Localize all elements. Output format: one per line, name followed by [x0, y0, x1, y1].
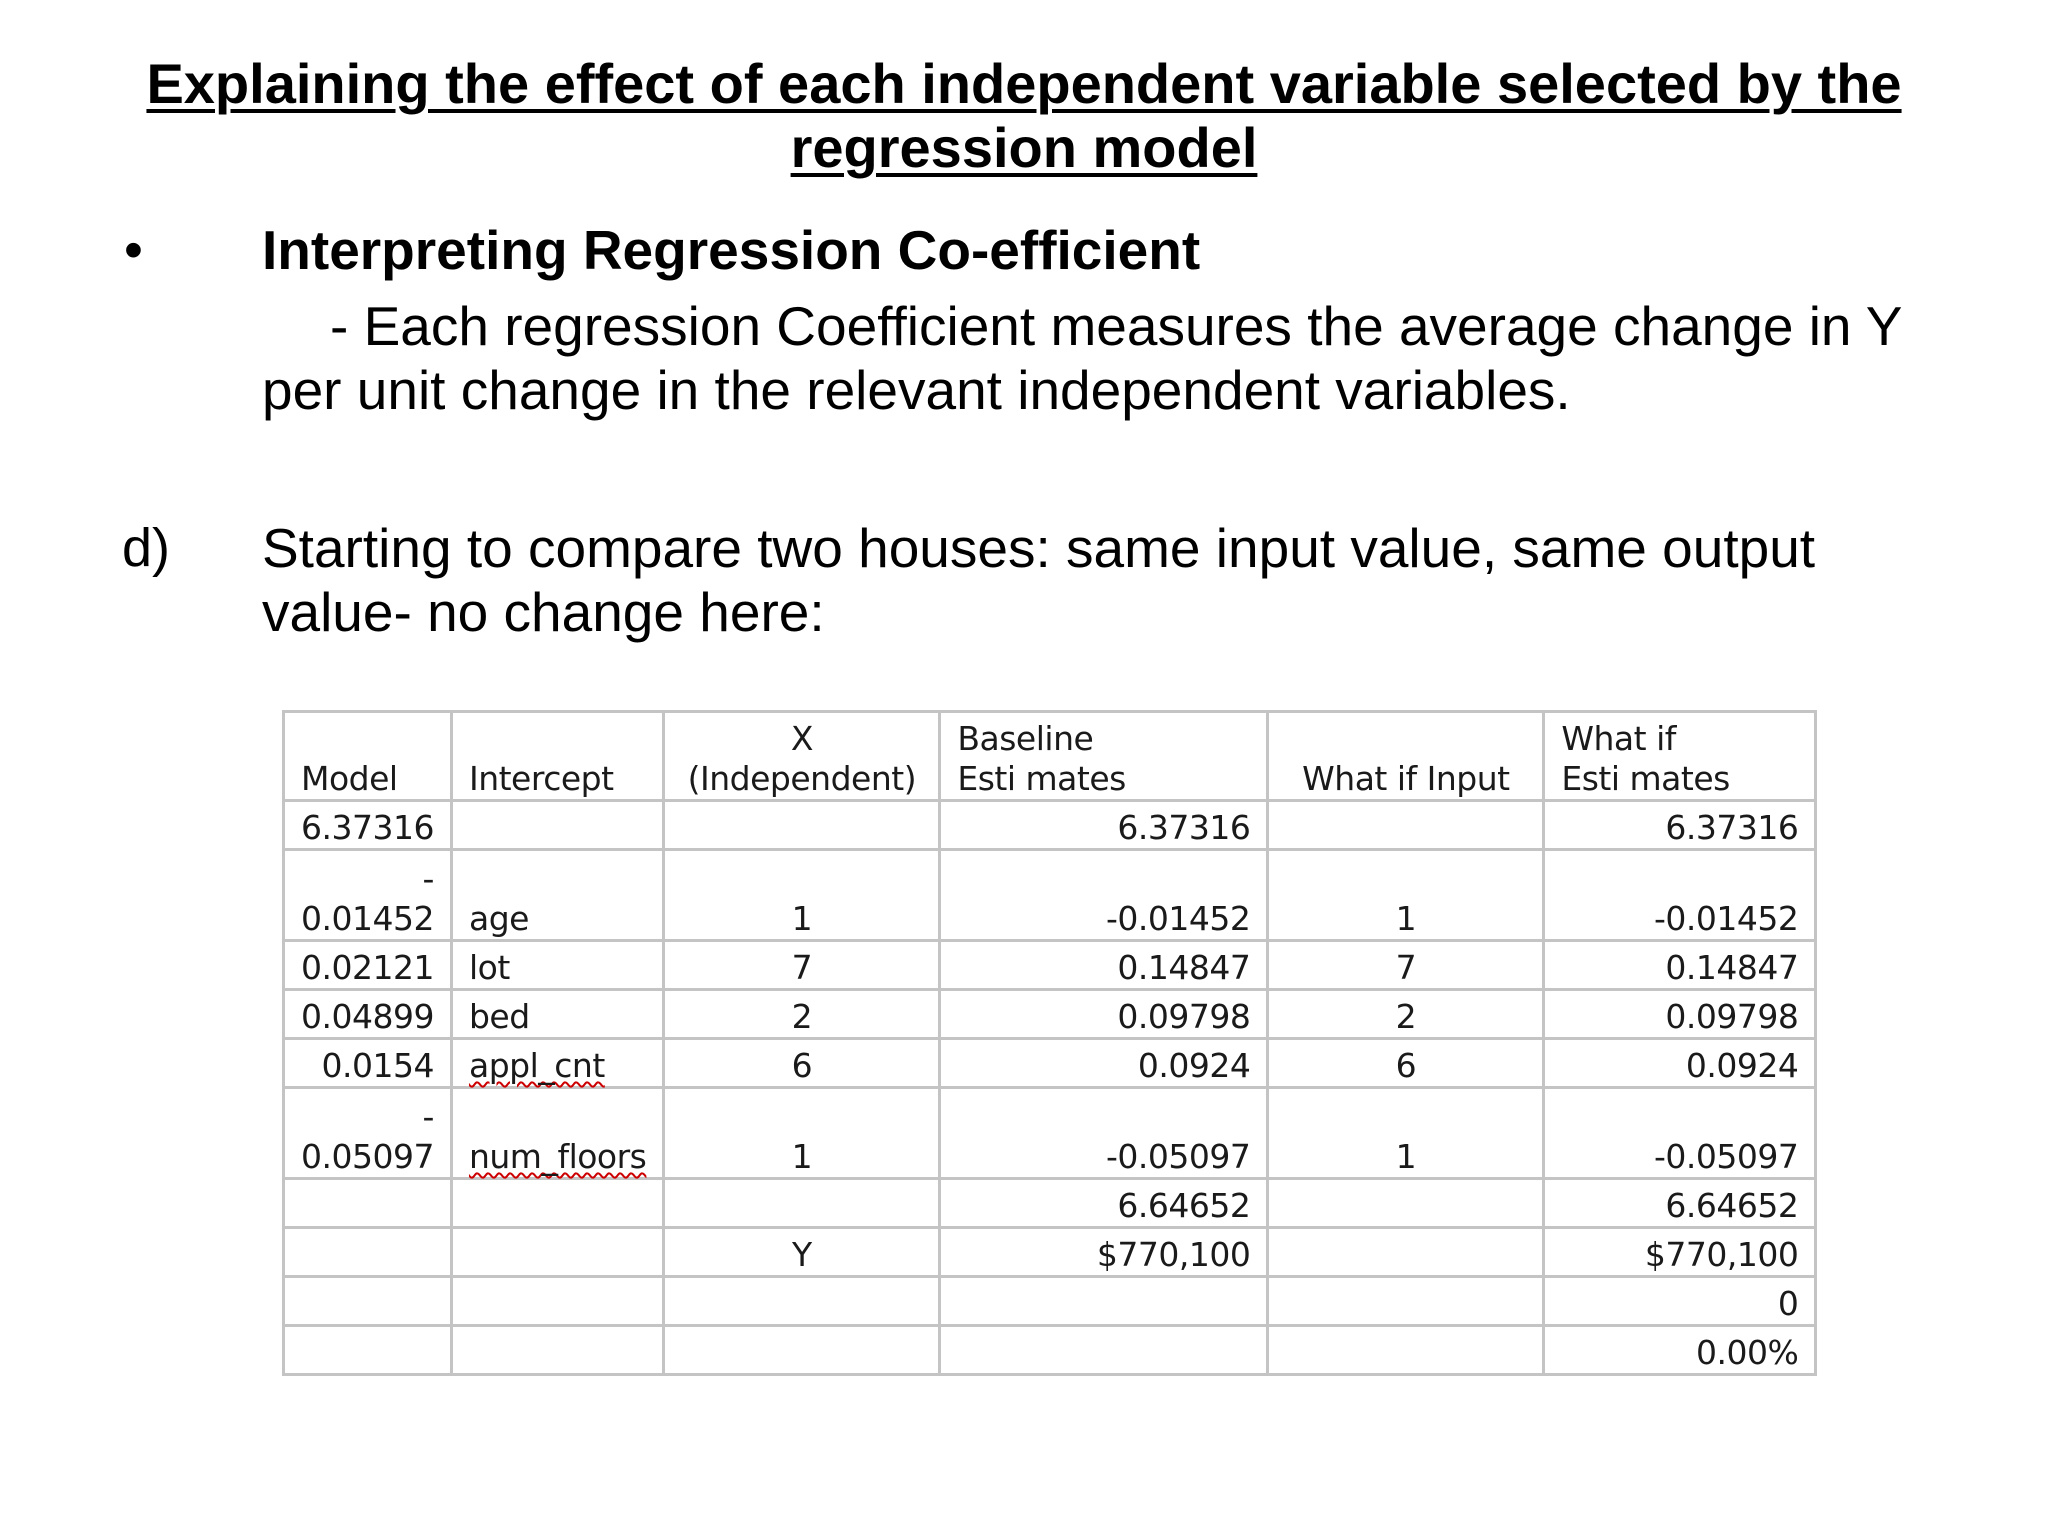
cell-baseline: 0.14847 — [940, 941, 1268, 990]
header-baseline-line2: Esti mates — [957, 759, 1126, 798]
header-whatif-estimates — [1544, 712, 1816, 801]
cell-input: 2 — [1268, 990, 1544, 1039]
cell-model: 0.04899 — [284, 990, 452, 1039]
cell-model — [284, 850, 452, 941]
cell-model-sign: - — [422, 1097, 434, 1136]
compare-text: Starting to compare two houses: same input value, same output value- no change here: — [262, 517, 1816, 643]
table-row — [284, 850, 1816, 941]
header-x-line1: X — [790, 719, 813, 758]
cell-input — [1268, 1179, 1544, 1228]
cell-input — [1268, 1277, 1544, 1326]
cell-baseline: 6.64652 — [940, 1179, 1268, 1228]
cell-x — [664, 1326, 940, 1375]
cell-model: 0.02121 — [284, 941, 452, 990]
cell-model-sign: - — [422, 859, 434, 898]
cell-baseline: 6.37316 — [940, 801, 1268, 850]
header-whatif-line2: Esti mates — [1561, 759, 1730, 798]
header-whatif-line1: What if — [1561, 719, 1676, 758]
cell-model: 6.37316 — [284, 801, 452, 850]
cell-input — [1268, 1228, 1544, 1277]
cell-input: 1 — [1268, 850, 1544, 941]
cell-baseline: 0.0924 — [940, 1039, 1268, 1088]
table-row — [284, 1326, 1816, 1375]
cell-model — [284, 1179, 452, 1228]
table-row — [284, 801, 1816, 850]
header-model: Model — [284, 712, 452, 801]
cell-intercept: bed — [451, 990, 663, 1039]
cell-x: 2 — [664, 990, 940, 1039]
section-heading: Interpreting Regression Co-efficient — [262, 219, 1201, 281]
cell-whatif: 0 — [1544, 1277, 1816, 1326]
cell-input: 6 — [1268, 1039, 1544, 1088]
table-header-row — [284, 712, 1816, 801]
cell-input — [1268, 1326, 1544, 1375]
cell-whatif: -0.05097 — [1544, 1088, 1816, 1179]
header-baseline — [940, 712, 1268, 801]
cell-x — [664, 1277, 940, 1326]
header-intercept: Intercept — [451, 712, 663, 801]
cell-intercept — [451, 1179, 663, 1228]
cell-model — [284, 1326, 452, 1375]
cell-baseline — [940, 1277, 1268, 1326]
cell-intercept — [451, 1039, 663, 1088]
cell-input: 7 — [1268, 941, 1544, 990]
cell-model-value: 0.01452 — [301, 899, 434, 938]
cell-whatif: 0.00% — [1544, 1326, 1816, 1375]
slide-title-line1: Explaining the effect of each independent variable selected by the — [146, 52, 1902, 115]
table-row — [284, 1179, 1816, 1228]
cell-x — [664, 801, 940, 850]
cell-whatif: 0.09798 — [1544, 990, 1816, 1039]
header-x — [664, 712, 940, 801]
cell-baseline: 0.09798 — [940, 990, 1268, 1039]
cell-intercept — [451, 1277, 663, 1326]
cell-model — [284, 1088, 452, 1179]
cell-model — [284, 1228, 452, 1277]
section-interpreting — [262, 218, 1962, 422]
table-row — [284, 990, 1816, 1039]
regression-table — [282, 710, 1817, 1376]
slide-title — [100, 52, 1948, 180]
cell-model — [284, 1277, 452, 1326]
slide-title-line2: regression model — [790, 116, 1258, 179]
cell-whatif: 6.37316 — [1544, 801, 1816, 850]
cell-intercept — [451, 1228, 663, 1277]
cell-x — [664, 1179, 940, 1228]
cell-intercept — [451, 1326, 663, 1375]
cell-x: 6 — [664, 1039, 940, 1088]
cell-x: Y — [664, 1228, 940, 1277]
cell-whatif: 6.64652 — [1544, 1179, 1816, 1228]
cell-intercept — [451, 1088, 663, 1179]
cell-intercept: age — [451, 850, 663, 941]
section-compare — [262, 516, 1962, 644]
table-row — [284, 1277, 1816, 1326]
table-row — [284, 1228, 1816, 1277]
table-row — [284, 1039, 1816, 1088]
cell-whatif: 0.14847 — [1544, 941, 1816, 990]
bullet-marker: • — [124, 220, 143, 280]
cell-baseline — [940, 1326, 1268, 1375]
cell-intercept-text: appl_cnt — [468, 1046, 605, 1085]
cell-whatif: $770,100 — [1544, 1228, 1816, 1277]
cell-model-value: 0.05097 — [301, 1137, 434, 1176]
cell-x: 1 — [664, 850, 940, 941]
header-baseline-line1: Baseline — [957, 719, 1094, 758]
cell-input: 1 — [1268, 1088, 1544, 1179]
section-body: - Each regression Coefficient measures the average change in Y per unit change in the relevant independent variables. — [262, 295, 1902, 421]
cell-baseline: -0.05097 — [940, 1088, 1268, 1179]
header-whatif-input: What if Input — [1268, 712, 1544, 801]
cell-baseline: $770,100 — [940, 1228, 1268, 1277]
list-marker-d: d) — [122, 518, 171, 578]
table-row — [284, 1088, 1816, 1179]
cell-x: 7 — [664, 941, 940, 990]
cell-whatif: 0.0924 — [1544, 1039, 1816, 1088]
cell-x: 1 — [664, 1088, 940, 1179]
cell-whatif: -0.01452 — [1544, 850, 1816, 941]
cell-model: 0.0154 — [284, 1039, 452, 1088]
cell-input — [1268, 801, 1544, 850]
table-row — [284, 941, 1816, 990]
cell-intercept: lot — [451, 941, 663, 990]
cell-intercept — [451, 801, 663, 850]
cell-baseline: -0.01452 — [940, 850, 1268, 941]
header-x-line2: (Independent) — [687, 759, 917, 798]
cell-intercept-text: num_floors — [468, 1137, 647, 1176]
